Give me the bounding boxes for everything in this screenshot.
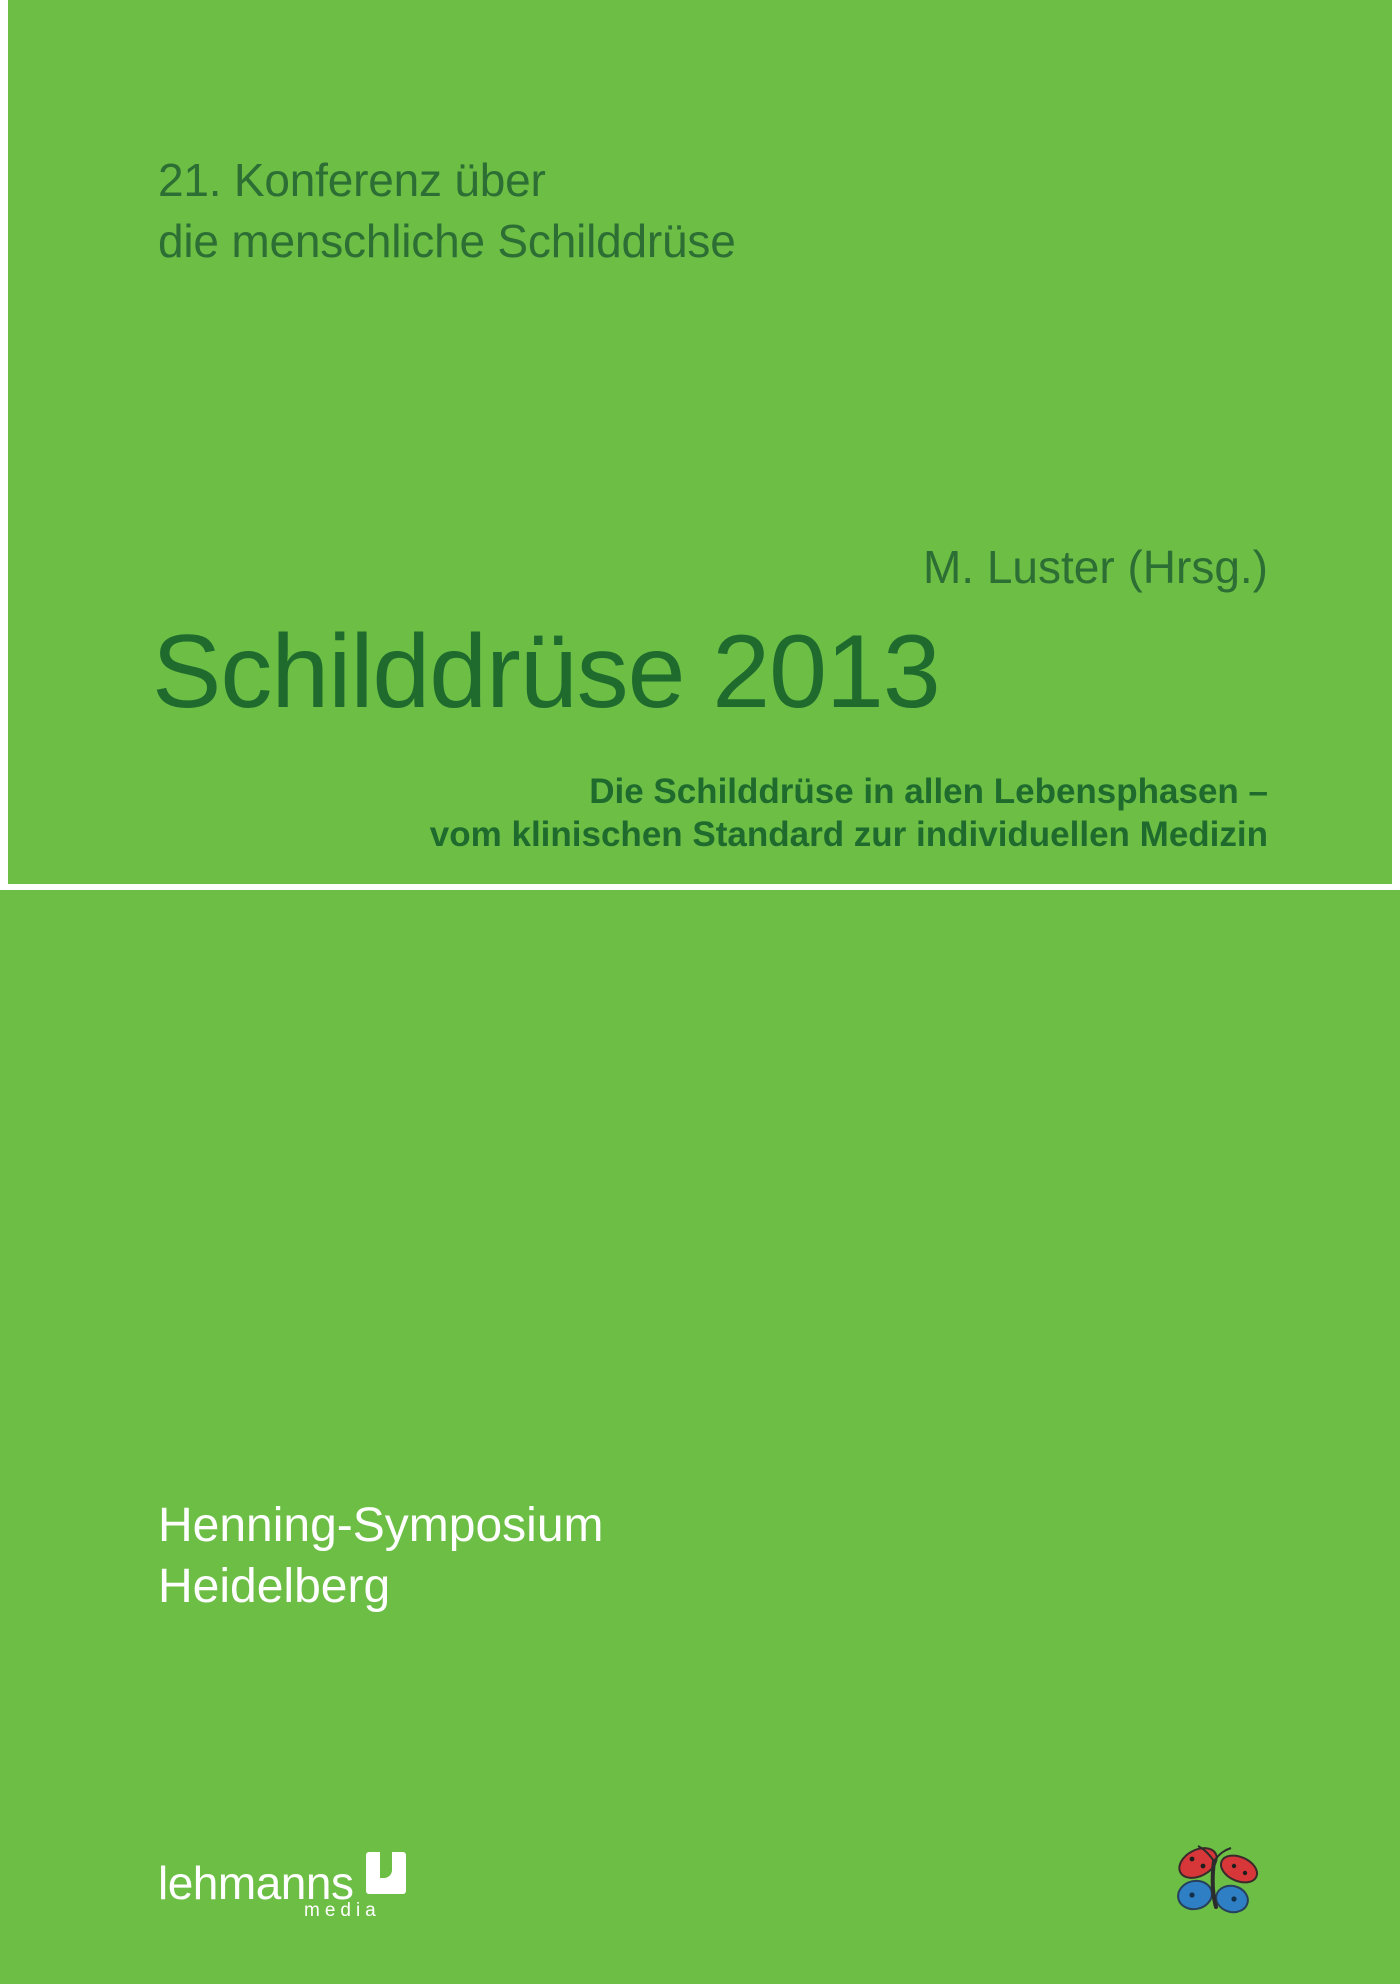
cover-left-margin [0, 0, 8, 884]
conference-heading [158, 150, 1058, 271]
publisher-name: lehmanns [158, 1857, 354, 1909]
symposium-line-1: Henning-Symposium [158, 1499, 604, 1552]
book-mark-icon [366, 1852, 406, 1894]
horizontal-divider [0, 884, 1400, 890]
subtitle [140, 770, 1268, 857]
conference-line-2: die menschliche Schilddrüse [158, 214, 736, 267]
subtitle-line-1: Die Schilddrüse in allen Lebensphasen – [589, 772, 1268, 811]
conference-line-1: 21. Konferenz über [158, 154, 546, 206]
page-title: Schilddrüse 2013 [152, 614, 940, 730]
cover-right-margin [1392, 0, 1400, 884]
symposium-line-2: Heidelberg [158, 1560, 391, 1614]
editor-credit: M. Luster (Hrsg.) [922, 541, 1268, 593]
butterfly-icon [1162, 1837, 1272, 1932]
subtitle-line-2: vom klinischen Standard zur individuellen Medizin [429, 815, 1268, 855]
publisher-logo [158, 1850, 418, 1922]
symposium-info [158, 1495, 604, 1618]
publisher-sub: media [304, 1900, 381, 1921]
